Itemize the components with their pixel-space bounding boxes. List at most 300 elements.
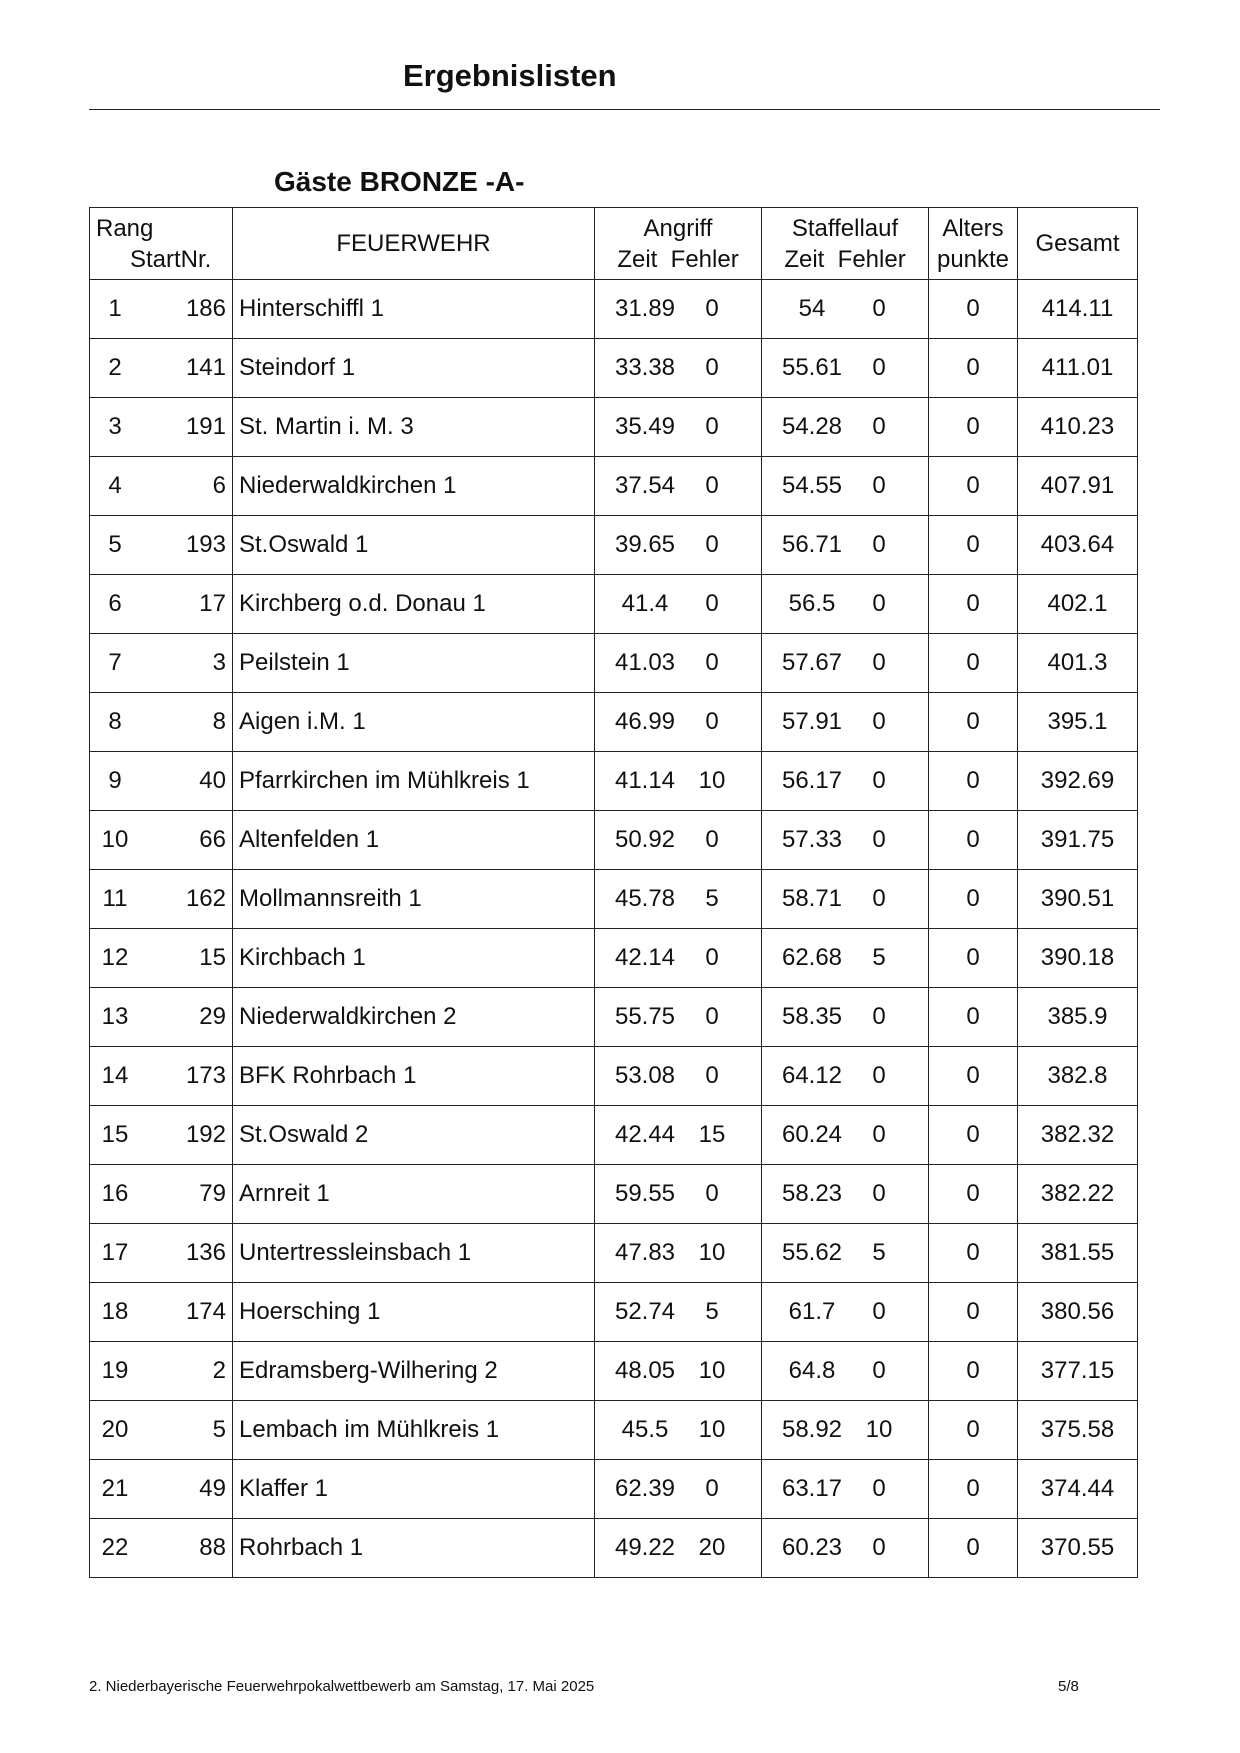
- cell-angriff-zeit: 50.92: [614, 826, 676, 853]
- table-row: [90, 398, 1138, 457]
- cell-staffellauf-zeit: 64.8: [788, 1357, 836, 1384]
- cell-staffellauf-zeit: 56.5: [788, 590, 836, 617]
- cell-staffellauf-zeit: 57.33: [781, 826, 843, 853]
- cell-feuerwehr: St.Oswald 1: [233, 516, 595, 575]
- cell-angriff: [595, 575, 762, 634]
- cell-rang-startnr: [90, 575, 233, 634]
- cell-gesamt: 381.55: [1018, 1224, 1138, 1283]
- cell-feuerwehr: St. Martin i. M. 3: [233, 398, 595, 457]
- cell-rang: 3: [108, 413, 122, 440]
- cell-angriff: [595, 1519, 762, 1578]
- cell-rang-startnr: [90, 457, 233, 516]
- cell-startnr: 186: [185, 295, 226, 322]
- cell-angriff-zeit: 41.03: [614, 649, 676, 676]
- table-row: [90, 457, 1138, 516]
- cell-startnr: 193: [185, 531, 226, 558]
- cell-rang: 1: [108, 295, 122, 322]
- cell-staffellauf-zeit: 56.17: [781, 767, 843, 794]
- cell-angriff-zeit: 45.5: [621, 1416, 669, 1443]
- cell-gesamt: 382.32: [1018, 1106, 1138, 1165]
- cell-angriff-fehler: 0: [705, 413, 719, 440]
- cell-alterspunkte: 0: [929, 398, 1018, 457]
- cell-angriff-fehler: 0: [705, 826, 719, 853]
- cell-rang-startnr: [90, 870, 233, 929]
- cell-angriff-zeit: 55.75: [614, 1003, 676, 1030]
- cell-angriff-fehler: 0: [705, 1475, 719, 1502]
- cell-staffellauf: [762, 339, 929, 398]
- cell-staffellauf-fehler: 0: [872, 472, 886, 499]
- cell-staffellauf: [762, 752, 929, 811]
- cell-gesamt: 411.01: [1018, 339, 1138, 398]
- cell-staffellauf-zeit: 63.17: [781, 1475, 843, 1502]
- table-row: [90, 988, 1138, 1047]
- cell-staffellauf-fehler: 0: [872, 1180, 886, 1207]
- header-staffellauf-label: Staffellauf: [791, 214, 899, 242]
- header-staffellauf: [762, 208, 929, 280]
- cell-staffellauf-fehler: 0: [872, 1357, 886, 1384]
- table-row: [90, 752, 1138, 811]
- cell-startnr: 29: [199, 1003, 226, 1030]
- cell-rang: 19: [101, 1357, 129, 1384]
- cell-feuerwehr: Rohrbach 1: [233, 1519, 595, 1578]
- cell-staffellauf: [762, 1342, 929, 1401]
- cell-feuerwehr: Peilstein 1: [233, 634, 595, 693]
- cell-startnr: 141: [185, 354, 226, 381]
- cell-angriff-fehler: 0: [705, 472, 719, 499]
- cell-rang: 16: [101, 1180, 129, 1207]
- cell-feuerwehr: Aigen i.M. 1: [233, 693, 595, 752]
- cell-alterspunkte: 0: [929, 634, 1018, 693]
- cell-angriff: [595, 1106, 762, 1165]
- cell-angriff: [595, 1047, 762, 1106]
- cell-staffellauf-fehler: 0: [872, 1298, 886, 1325]
- cell-staffellauf-fehler: 0: [872, 885, 886, 912]
- cell-angriff-fehler: 0: [705, 944, 719, 971]
- cell-alterspunkte: 0: [929, 693, 1018, 752]
- cell-rang-startnr: [90, 516, 233, 575]
- section-title: Gäste BRONZE -A-: [274, 166, 525, 197]
- cell-alterspunkte: 0: [929, 1047, 1018, 1106]
- page-title: Ergebnislisten: [403, 58, 617, 93]
- cell-rang: 18: [101, 1298, 129, 1325]
- cell-staffellauf-fehler: 0: [872, 1062, 886, 1089]
- cell-rang-startnr: [90, 1165, 233, 1224]
- title-divider: [89, 109, 1160, 110]
- cell-angriff-fehler: 10: [698, 1239, 726, 1266]
- cell-startnr: 192: [185, 1121, 226, 1148]
- cell-rang-startnr: [90, 398, 233, 457]
- cell-startnr: 5: [212, 1416, 226, 1443]
- cell-rang: 21: [101, 1475, 129, 1502]
- cell-angriff-fehler: 0: [705, 590, 719, 617]
- header-alterspunkte: [929, 208, 1018, 280]
- cell-staffellauf: [762, 516, 929, 575]
- cell-feuerwehr: Kirchbach 1: [233, 929, 595, 988]
- cell-angriff-zeit: 41.14: [614, 767, 676, 794]
- cell-alterspunkte: 0: [929, 516, 1018, 575]
- cell-angriff: [595, 811, 762, 870]
- cell-startnr: 88: [199, 1534, 226, 1561]
- cell-angriff-zeit: 59.55: [614, 1180, 676, 1207]
- cell-angriff-zeit: 49.22: [614, 1534, 676, 1561]
- table-row: [90, 1519, 1138, 1578]
- cell-feuerwehr: Kirchberg o.d. Donau 1: [233, 575, 595, 634]
- cell-angriff: [595, 1224, 762, 1283]
- cell-rang-startnr: [90, 811, 233, 870]
- cell-rang-startnr: [90, 1106, 233, 1165]
- cell-angriff-zeit: 35.49: [614, 413, 676, 440]
- table-row: [90, 693, 1138, 752]
- cell-startnr: 191: [185, 413, 226, 440]
- cell-alterspunkte: 0: [929, 1165, 1018, 1224]
- cell-gesamt: 374.44: [1018, 1460, 1138, 1519]
- cell-gesamt: 401.3: [1018, 634, 1138, 693]
- cell-startnr: 66: [199, 826, 226, 853]
- cell-gesamt: 390.18: [1018, 929, 1138, 988]
- cell-rang: 13: [101, 1003, 129, 1030]
- table-row: [90, 339, 1138, 398]
- cell-staffellauf: [762, 929, 929, 988]
- cell-angriff: [595, 1283, 762, 1342]
- cell-angriff-zeit: 45.78: [614, 885, 676, 912]
- cell-alterspunkte: 0: [929, 1401, 1018, 1460]
- cell-angriff: [595, 1401, 762, 1460]
- cell-staffellauf: [762, 988, 929, 1047]
- cell-startnr: 136: [185, 1239, 226, 1266]
- table-row: [90, 1165, 1138, 1224]
- cell-staffellauf-zeit: 58.35: [781, 1003, 843, 1030]
- cell-rang: 6: [108, 590, 122, 617]
- cell-angriff-zeit: 62.39: [614, 1475, 676, 1502]
- cell-feuerwehr: Steindorf 1: [233, 339, 595, 398]
- cell-rang-startnr: [90, 929, 233, 988]
- cell-gesamt: 390.51: [1018, 870, 1138, 929]
- cell-feuerwehr: Altenfelden 1: [233, 811, 595, 870]
- cell-staffellauf: [762, 811, 929, 870]
- cell-angriff: [595, 1342, 762, 1401]
- cell-alterspunkte: 0: [929, 457, 1018, 516]
- cell-gesamt: 395.1: [1018, 693, 1138, 752]
- cell-alterspunkte: 0: [929, 1460, 1018, 1519]
- cell-rang: 5: [108, 531, 122, 558]
- cell-staffellauf: [762, 398, 929, 457]
- cell-gesamt: 375.58: [1018, 1401, 1138, 1460]
- cell-gesamt: 380.56: [1018, 1283, 1138, 1342]
- cell-angriff-zeit: 39.65: [614, 531, 676, 558]
- table-row: [90, 1106, 1138, 1165]
- cell-angriff-zeit: 53.08: [614, 1062, 676, 1089]
- cell-angriff-fehler: 10: [698, 767, 726, 794]
- cell-startnr: 79: [199, 1180, 226, 1207]
- footer-page-number: 5/8: [1058, 1678, 1079, 1695]
- cell-angriff-fehler: 0: [705, 649, 719, 676]
- cell-staffellauf-zeit: 55.61: [781, 354, 843, 381]
- cell-rang: 11: [102, 885, 128, 912]
- cell-angriff-zeit: 46.99: [614, 708, 676, 735]
- cell-feuerwehr: Niederwaldkirchen 1: [233, 457, 595, 516]
- cell-rang: 10: [101, 826, 129, 853]
- cell-startnr: 49: [199, 1475, 226, 1502]
- cell-staffellauf: [762, 1224, 929, 1283]
- cell-rang: 20: [101, 1416, 129, 1443]
- cell-angriff-fehler: 10: [698, 1357, 726, 1384]
- cell-feuerwehr: Lembach im Mühlkreis 1: [233, 1401, 595, 1460]
- cell-feuerwehr: Edramsberg-Wilhering 2: [233, 1342, 595, 1401]
- cell-staffellauf-zeit: 55.62: [781, 1239, 843, 1266]
- cell-rang: 17: [101, 1239, 129, 1266]
- cell-rang-startnr: [90, 752, 233, 811]
- cell-angriff-zeit: 31.89: [614, 295, 676, 322]
- cell-alterspunkte: 0: [929, 280, 1018, 339]
- cell-staffellauf-fehler: 0: [872, 826, 886, 853]
- cell-startnr: 17: [199, 590, 226, 617]
- table-row: [90, 870, 1138, 929]
- cell-staffellauf: [762, 1106, 929, 1165]
- cell-startnr: 40: [199, 767, 226, 794]
- cell-staffellauf: [762, 1283, 929, 1342]
- header-gesamt: Gesamt: [1018, 208, 1138, 280]
- cell-angriff-fehler: 15: [698, 1121, 726, 1148]
- table-row: [90, 634, 1138, 693]
- table-row: [90, 811, 1138, 870]
- cell-feuerwehr: Klaffer 1: [233, 1460, 595, 1519]
- cell-rang-startnr: [90, 1224, 233, 1283]
- cell-alterspunkte: 0: [929, 1283, 1018, 1342]
- cell-angriff: [595, 516, 762, 575]
- cell-angriff: [595, 398, 762, 457]
- cell-angriff-fehler: 5: [705, 1298, 719, 1325]
- cell-staffellauf-fehler: 5: [872, 1239, 886, 1266]
- cell-alterspunkte: 0: [929, 929, 1018, 988]
- cell-staffellauf-fehler: 0: [872, 1121, 886, 1148]
- cell-rang-startnr: [90, 693, 233, 752]
- cell-staffellauf: [762, 575, 929, 634]
- cell-rang: 7: [108, 649, 122, 676]
- header-startnr: StartNr.: [130, 245, 212, 273]
- cell-rang: 14: [101, 1062, 129, 1089]
- cell-staffellauf-zeit: 57.67: [781, 649, 843, 676]
- cell-staffellauf-fehler: 0: [872, 1003, 886, 1030]
- cell-staffellauf-fehler: 0: [872, 708, 886, 735]
- cell-alterspunkte: 0: [929, 339, 1018, 398]
- cell-alterspunkte: 0: [929, 811, 1018, 870]
- cell-alterspunkte: 0: [929, 752, 1018, 811]
- cell-rang-startnr: [90, 339, 233, 398]
- header-alters: Alters: [942, 214, 1004, 242]
- cell-staffellauf-fehler: 0: [872, 767, 886, 794]
- cell-angriff-fehler: 5: [705, 885, 719, 912]
- cell-angriff-fehler: 10: [698, 1416, 726, 1443]
- cell-feuerwehr: Arnreit 1: [233, 1165, 595, 1224]
- cell-alterspunkte: 0: [929, 988, 1018, 1047]
- cell-rang: 4: [108, 472, 122, 499]
- table-row: [90, 1283, 1138, 1342]
- cell-angriff-zeit: 42.44: [614, 1121, 676, 1148]
- cell-staffellauf-zeit: 54.28: [781, 413, 843, 440]
- cell-staffellauf-fehler: 0: [872, 354, 886, 381]
- cell-gesamt: 382.22: [1018, 1165, 1138, 1224]
- cell-feuerwehr: Untertressleinsbach 1: [233, 1224, 595, 1283]
- cell-gesamt: 391.75: [1018, 811, 1138, 870]
- cell-staffellauf: [762, 1519, 929, 1578]
- header-angriff-sub: Zeit Fehler: [617, 245, 739, 273]
- cell-rang-startnr: [90, 988, 233, 1047]
- cell-angriff-fehler: 0: [705, 708, 719, 735]
- cell-staffellauf-fehler: 0: [872, 531, 886, 558]
- cell-gesamt: 382.8: [1018, 1047, 1138, 1106]
- table-row: [90, 1047, 1138, 1106]
- cell-angriff-zeit: 52.74: [614, 1298, 676, 1325]
- cell-startnr: 173: [185, 1062, 226, 1089]
- cell-rang-startnr: [90, 1519, 233, 1578]
- footer-event: 2. Niederbayerische Feuerwehrpokalwettbewerb am Samstag, 17. Mai 2025: [89, 1678, 595, 1695]
- cell-rang: 2: [108, 354, 122, 381]
- cell-angriff-fehler: 0: [705, 354, 719, 381]
- cell-staffellauf-zeit: 64.12: [781, 1062, 843, 1089]
- cell-staffellauf-fehler: 5: [872, 944, 886, 971]
- cell-gesamt: 414.11: [1018, 280, 1138, 339]
- cell-startnr: 8: [212, 708, 226, 735]
- cell-rang: 8: [108, 708, 122, 735]
- cell-angriff: [595, 929, 762, 988]
- table-row: [90, 929, 1138, 988]
- cell-staffellauf-zeit: 62.68: [781, 944, 843, 971]
- header-staffellauf-sub: Zeit Fehler: [784, 245, 906, 273]
- cell-staffellauf: [762, 1165, 929, 1224]
- header-rang-startnr: [90, 208, 233, 280]
- cell-rang-startnr: [90, 280, 233, 339]
- cell-staffellauf-fehler: 0: [872, 590, 886, 617]
- cell-alterspunkte: 0: [929, 1342, 1018, 1401]
- cell-startnr: 174: [185, 1298, 226, 1325]
- cell-gesamt: 392.69: [1018, 752, 1138, 811]
- cell-angriff-fehler: 0: [705, 1062, 719, 1089]
- header-feuerwehr: FEUERWEHR: [233, 208, 595, 280]
- cell-feuerwehr: BFK Rohrbach 1: [233, 1047, 595, 1106]
- cell-staffellauf-zeit: 56.71: [781, 531, 843, 558]
- cell-staffellauf: [762, 1401, 929, 1460]
- cell-staffellauf: [762, 693, 929, 752]
- cell-staffellauf-zeit: 60.23: [781, 1534, 843, 1561]
- cell-staffellauf-zeit: 54: [798, 295, 826, 322]
- cell-staffellauf-zeit: 61.7: [788, 1298, 836, 1325]
- cell-angriff: [595, 634, 762, 693]
- cell-startnr: 3: [212, 649, 226, 676]
- cell-startnr: 162: [185, 885, 226, 912]
- cell-angriff: [595, 1165, 762, 1224]
- cell-gesamt: 370.55: [1018, 1519, 1138, 1578]
- cell-rang: 12: [101, 944, 129, 971]
- cell-gesamt: 410.23: [1018, 398, 1138, 457]
- cell-angriff-fehler: 0: [705, 295, 719, 322]
- cell-gesamt: 402.1: [1018, 575, 1138, 634]
- cell-rang-startnr: [90, 1460, 233, 1519]
- cell-angriff-zeit: 37.54: [614, 472, 676, 499]
- cell-gesamt: 407.91: [1018, 457, 1138, 516]
- table-row: [90, 1224, 1138, 1283]
- table-row: [90, 1342, 1138, 1401]
- cell-staffellauf-zeit: 58.71: [781, 885, 843, 912]
- cell-staffellauf-fehler: 0: [872, 1534, 886, 1561]
- cell-staffellauf-zeit: 57.91: [781, 708, 843, 735]
- cell-staffellauf-zeit: 58.92: [781, 1416, 843, 1443]
- cell-angriff-zeit: 48.05: [614, 1357, 676, 1384]
- cell-angriff-fehler: 20: [698, 1534, 726, 1561]
- cell-staffellauf: [762, 280, 929, 339]
- cell-angriff-zeit: 33.38: [614, 354, 676, 381]
- cell-rang-startnr: [90, 1283, 233, 1342]
- cell-rang-startnr: [90, 1047, 233, 1106]
- cell-rang-startnr: [90, 634, 233, 693]
- cell-staffellauf-zeit: 54.55: [781, 472, 843, 499]
- cell-feuerwehr: Hoersching 1: [233, 1283, 595, 1342]
- cell-angriff-zeit: 42.14: [614, 944, 676, 971]
- table-row: [90, 516, 1138, 575]
- cell-rang-startnr: [90, 1401, 233, 1460]
- cell-angriff: [595, 280, 762, 339]
- cell-feuerwehr: Mollmannsreith 1: [233, 870, 595, 929]
- header-angriff: [595, 208, 762, 280]
- cell-staffellauf-fehler: 0: [872, 1475, 886, 1502]
- cell-rang-startnr: [90, 1342, 233, 1401]
- cell-staffellauf: [762, 1047, 929, 1106]
- cell-angriff-zeit: 47.83: [614, 1239, 676, 1266]
- cell-angriff: [595, 1460, 762, 1519]
- cell-startnr: 6: [212, 472, 226, 499]
- cell-alterspunkte: 0: [929, 1106, 1018, 1165]
- cell-feuerwehr: Hinterschiffl 1: [233, 280, 595, 339]
- cell-angriff: [595, 870, 762, 929]
- table-header-row: [90, 208, 1138, 280]
- cell-staffellauf-zeit: 58.23: [781, 1180, 843, 1207]
- results-table: [89, 207, 1138, 1578]
- cell-alterspunkte: 0: [929, 575, 1018, 634]
- cell-gesamt: 403.64: [1018, 516, 1138, 575]
- cell-angriff-fehler: 0: [705, 1003, 719, 1030]
- cell-angriff: [595, 752, 762, 811]
- cell-angriff: [595, 339, 762, 398]
- cell-angriff: [595, 693, 762, 752]
- cell-rang: 9: [108, 767, 122, 794]
- table-row: [90, 575, 1138, 634]
- cell-startnr: 2: [212, 1357, 226, 1384]
- cell-gesamt: 385.9: [1018, 988, 1138, 1047]
- cell-startnr: 15: [199, 944, 226, 971]
- cell-angriff-zeit: 41.4: [621, 590, 669, 617]
- table-row: [90, 1460, 1138, 1519]
- cell-rang: 15: [101, 1121, 129, 1148]
- cell-angriff-fehler: 0: [705, 531, 719, 558]
- cell-staffellauf-fehler: 10: [865, 1416, 893, 1443]
- header-punkte: punkte: [936, 245, 1010, 273]
- cell-alterspunkte: 0: [929, 870, 1018, 929]
- cell-angriff: [595, 457, 762, 516]
- header-angriff-label: Angriff: [643, 214, 713, 242]
- cell-alterspunkte: 0: [929, 1224, 1018, 1283]
- cell-staffellauf-fehler: 0: [872, 413, 886, 440]
- cell-alterspunkte: 0: [929, 1519, 1018, 1578]
- cell-staffellauf: [762, 1460, 929, 1519]
- cell-feuerwehr: Niederwaldkirchen 2: [233, 988, 595, 1047]
- cell-angriff-fehler: 0: [705, 1180, 719, 1207]
- cell-angriff: [595, 988, 762, 1047]
- cell-staffellauf: [762, 870, 929, 929]
- cell-staffellauf-fehler: 0: [872, 295, 886, 322]
- cell-staffellauf-zeit: 60.24: [781, 1121, 843, 1148]
- cell-feuerwehr: St.Oswald 2: [233, 1106, 595, 1165]
- table-row: [90, 1401, 1138, 1460]
- cell-feuerwehr: Pfarrkirchen im Mühlkreis 1: [233, 752, 595, 811]
